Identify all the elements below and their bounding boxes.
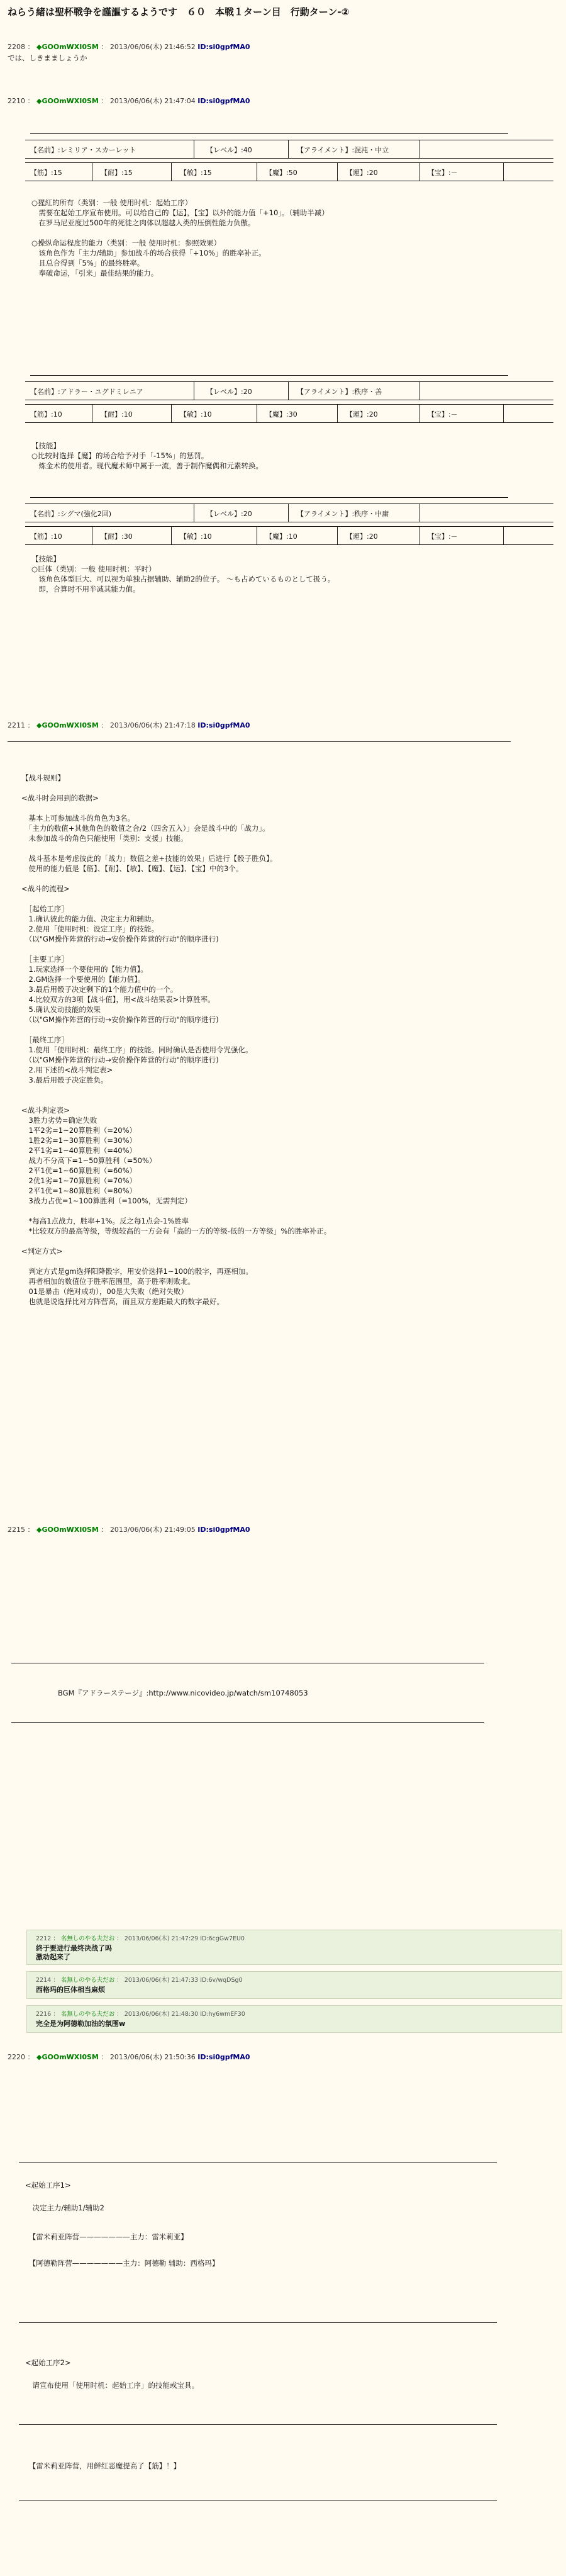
rule-line: 3.最后用骰子决定剩下的1个能力值中的一个。 xyxy=(21,985,178,994)
rule-line: <判定方式> xyxy=(21,1247,63,1256)
rule-line: 2平1优=1~60算胜利（=60%） xyxy=(21,1166,137,1175)
rule-line: 2.GM选择一个要使用的【能力值】。 xyxy=(21,975,145,984)
rule-line: ［起始工序］ xyxy=(21,904,69,913)
reply-name: 名無しのやる夫だお xyxy=(60,1977,115,1984)
post-date: 2013/06/06(木) 21:47:18 xyxy=(109,721,196,729)
reply-number[interactable]: 2212 xyxy=(36,1935,52,1942)
stat-mag: 【魔】:10 xyxy=(265,532,297,541)
stat-agi: 【敏】:15 xyxy=(180,169,212,177)
reply-date: 2013/06/06(木) 21:47:29 xyxy=(124,1935,199,1942)
poster-name: ◆GOOmWXI0SM xyxy=(36,43,99,51)
stat-np: 【宝】:－ xyxy=(428,410,458,419)
character-level: 【レベル】:20 xyxy=(206,510,252,518)
stat-end: 【耐】:10 xyxy=(101,410,133,419)
skill-line: 【技能】 xyxy=(31,441,60,450)
stat-agi: 【敏】:10 xyxy=(180,532,212,541)
character-stats-row xyxy=(25,404,553,423)
stat-end: 【耐】:15 xyxy=(101,169,133,177)
character-stats-row xyxy=(25,526,553,545)
reply-id[interactable]: ID:hy6wmEF30 xyxy=(200,2011,245,2018)
skill-line: 即，合算时不用半减其能力值。 xyxy=(31,585,140,593)
rule-line: <战斗判定表> xyxy=(21,1106,70,1115)
skill-line: 炼金术的使用者。现代魔术师中属于一流，善于制作魔偶和元素转换。 xyxy=(31,461,263,470)
stat-luck: 【運】:20 xyxy=(346,169,378,177)
rule-line: *比较双方的最高等级，等级较高的一方会有「高的一方的等级-低的一方等级」%的胜率补正。 xyxy=(21,1227,331,1235)
character-stats-row xyxy=(25,162,553,181)
rule-line: ［最终工序］ xyxy=(21,1035,69,1044)
stat-str: 【筋】:10 xyxy=(30,532,62,541)
reply-header: 2212 ： 名無しのやる夫だお ： 2013/06/06(木) 21:47:29 ID:6cgGw7EU0 xyxy=(36,1935,245,1942)
rule-line: 1.玩家选择一个要使用的【能力值】。 xyxy=(21,965,148,974)
rule-line xyxy=(21,843,562,853)
post-header: 2208 ： ◆GOOmWXI0SM ： 2013/06/06(木) 21:46:52 ID:si0gpfMA0 xyxy=(8,43,250,51)
reply-header: 2214 ： 名無しのやる夫だお ： 2013/06/06(木) 21:47:33 ID:6v/wqDSg0 xyxy=(36,1977,243,1984)
post-body: では、しきまましょうか xyxy=(8,53,87,62)
reply-header: 2216 ： 名無しのやる夫だお ： 2013/06/06(木) 21:48:30 ID:hy6wmEF30 xyxy=(36,2011,245,2018)
rule-line: 使用的能力值是【筋】、【耐】、【敏】、【魔】、【运】、【宝】中的3个。 xyxy=(21,864,243,873)
phase-heading: <起始工序1> xyxy=(25,2181,71,2190)
post-number[interactable]: 2210 xyxy=(8,97,25,105)
reply-post xyxy=(26,2005,562,2033)
battle-rules xyxy=(21,773,562,1307)
rule-line xyxy=(21,803,562,813)
rule-line: 「主力的数值+其他角色的数值之合/2（四舍五入）」会是战斗中的「战力」。 xyxy=(21,824,270,833)
post-header: 2210 ： ◆GOOmWXI0SM ： 2013/06/06(木) 21:47:04 ID:si0gpfMA0 xyxy=(8,97,250,105)
reply-number[interactable]: 2216 xyxy=(36,2011,52,2018)
post-header: 2220 ： ◆GOOmWXI0SM ： 2013/06/06(木) 21:50:36 ID:si0gpfMA0 xyxy=(8,2053,250,2061)
divider xyxy=(19,2322,497,2323)
rule-line: 未参加战斗的角色只能使用「类别：支援」技能。 xyxy=(21,834,188,843)
poster-id[interactable]: ID:si0gpfMA0 xyxy=(197,97,250,105)
stat-str: 【筋】:15 xyxy=(30,169,62,177)
post-number[interactable]: 2211 xyxy=(8,721,25,729)
rule-line: 1平2劣=1~20算胜利（=20%） xyxy=(21,1126,137,1135)
poster-name: ◆GOOmWXI0SM xyxy=(36,1526,99,1534)
rule-line: <战斗的流程> xyxy=(21,884,70,893)
rule-line xyxy=(21,1236,562,1246)
post-header: 2215 ： ◆GOOmWXI0SM ： 2013/06/06(木) 21:49:05 ID:si0gpfMA0 xyxy=(8,1526,250,1534)
character-level: 【レベル】:40 xyxy=(206,146,252,154)
rule-line: 2优1劣=1~70算胜利（=70%） xyxy=(21,1176,137,1185)
rule-line: 基本上可参加战斗的角色为3名。 xyxy=(21,814,135,823)
rule-line: 战力不分高下=1~50算胜利（=50%） xyxy=(21,1156,157,1165)
post-number[interactable]: 2208 xyxy=(8,43,25,51)
reply-post xyxy=(26,1930,562,1965)
character-name: 【名前】:レミリア・スカーレット xyxy=(30,146,136,154)
skill-line: 【技能】 xyxy=(31,554,60,563)
phase-line: 请宣布使用「使用时机：起始工序」的技能或宝具。 xyxy=(25,2381,199,2390)
skill-line: ○巨体（类别：一般 使用时机：平时） xyxy=(31,565,156,573)
rule-line: *每高1点战力，胜率+1%。反之每1点会-1%胜率 xyxy=(21,1217,189,1225)
divider xyxy=(30,375,508,376)
rule-line: 3战力占优=1~100算胜利（=100%，无需判定） xyxy=(21,1196,192,1205)
stat-agi: 【敏】:10 xyxy=(180,410,212,419)
rule-line xyxy=(21,783,562,793)
stat-mag: 【魔】:50 xyxy=(265,169,297,177)
rule-line xyxy=(21,1085,562,1095)
stat-mag: 【魔】:30 xyxy=(265,410,297,419)
poster-name: ◆GOOmWXI0SM xyxy=(36,721,99,729)
phase-line: 【雷米莉亚阵营———————主力：雷米莉亚】 xyxy=(25,2232,188,2241)
rule-line: 3胜力劣势=确定失败 xyxy=(21,1116,97,1125)
rule-line: 也就是说选择比对方阵营高，而且双方差距最大的数字最好。 xyxy=(21,1297,224,1306)
poster-id[interactable]: ID:si0gpfMA0 xyxy=(197,721,250,729)
post-date: 2013/06/06(木) 21:50:36 xyxy=(109,2053,196,2061)
reply-id[interactable]: ID:6v/wqDSg0 xyxy=(200,1977,243,1984)
skill-line: ○比较时选择【魔】的场合给予对手「-15%」的惩罚。 xyxy=(31,451,209,460)
reply-post xyxy=(26,1971,562,1999)
rule-line: 1胜2劣=1~30算胜利（=30%） xyxy=(21,1136,137,1145)
stat-end: 【耐】:30 xyxy=(101,532,133,541)
rule-line: 判定方式是gm选择阳降骰字，用安价选择1~100的骰字，再逐相加。 xyxy=(21,1267,253,1276)
reply-date: 2013/06/06(木) 21:47:33 xyxy=(124,1977,199,1984)
reply-body: 終于要进行最终决战了吗 xyxy=(36,1944,112,1952)
post-date: 2013/06/06(木) 21:46:52 xyxy=(109,43,196,51)
rule-line: 【战斗规则】 xyxy=(21,773,65,782)
poster-id[interactable]: ID:si0gpfMA0 xyxy=(197,2053,250,2061)
divider xyxy=(19,2424,497,2425)
rule-line: 战斗基本是考虑彼此的「战力」数值之差+技能的效果」后进行【骰子胜负】。 xyxy=(21,854,277,863)
phase-line: 【雷米莉亚阵营，用鲜红恶魔提高了【筋】！】 xyxy=(25,2461,181,2470)
post-date: 2013/06/06(木) 21:47:04 xyxy=(109,97,196,105)
rule-line: 1.使用「使用时机：最终工序」的技能。同时确认是否使用令咒强化。 xyxy=(21,1045,253,1054)
rule-line: 4.比较双方的3项【战斗值】，用<战斗结果表>计算胜率。 xyxy=(21,995,215,1004)
poster-name: ◆GOOmWXI0SM xyxy=(36,97,99,105)
skill-line: ○猩紅的所有（类别：一般 使用时机：起始工序） xyxy=(31,198,192,207)
post-header: 2211 ： ◆GOOmWXI0SM ： 2013/06/06(木) 21:47:18 ID:si0gpfMA0 xyxy=(8,721,250,729)
character-header-row xyxy=(25,140,553,159)
rule-line: （以"GM操作阵营的行动→安价操作阵营的行动"的顺序进行) xyxy=(21,1055,219,1064)
thread-title: ねらう緒は聖杯戦争を謹謳するようです ６０ 本戦１ターン目 行動ターン-② xyxy=(8,6,350,18)
reply-id[interactable]: ID:6cgGw7EU0 xyxy=(200,1935,245,1942)
post-number[interactable]: 2220 xyxy=(8,2053,25,2061)
reply-body: 激动起来了 xyxy=(36,1953,70,1961)
rule-line xyxy=(21,874,562,884)
rule-line: 再者相加的数值位于胜率范围里，高于胜率则败北。 xyxy=(21,1277,195,1286)
rule-line: 01是暴击（绝对成功），00是大失败（绝对失败） xyxy=(21,1287,189,1296)
stat-luck: 【運】:20 xyxy=(346,532,378,541)
character-alignment: 【アライメント】:秩序・中庸 xyxy=(297,510,389,518)
character-header-row xyxy=(25,381,553,400)
skill-line: 奉破命运，「引来」最佳结果的能力。 xyxy=(31,269,158,278)
skill-line: 该角色作为「主力/辅助」参加战斗的场合获得「+10%」的胜率补正。 xyxy=(31,249,266,257)
reply-body: 完全是为阿德勒加油的氛围w xyxy=(36,2020,126,2028)
skill-line: 需要在起始工序宣布使用。可以给自己的【运】，【宝】以外的能力值「+10」。（辅助半减） xyxy=(31,208,329,217)
poster-id[interactable]: ID:si0gpfMA0 xyxy=(197,43,250,51)
reply-name: 名無しのやる夫だお xyxy=(60,1935,115,1942)
stat-np: 【宝】:－ xyxy=(428,169,458,177)
character-name: 【名前】:アドラー・ユグドミレニア xyxy=(30,388,143,396)
character-level: 【レベル】:20 xyxy=(206,388,252,396)
stat-luck: 【運】:20 xyxy=(346,410,378,419)
divider xyxy=(8,741,511,742)
divider xyxy=(11,1722,484,1723)
poster-id[interactable]: ID:si0gpfMA0 xyxy=(197,1526,250,1534)
skill-line: 在罗马尼亚度过500年的死徒之肉体以超越人类的压倒性能力负傲。 xyxy=(31,218,255,227)
rule-line: ［主要工序］ xyxy=(21,955,69,964)
rule-line: 3.最后用骰子决定胜负。 xyxy=(21,1076,108,1084)
character-alignment: 【アライメント】:秩序・善 xyxy=(297,388,382,396)
rule-line: 2平1劣=1~40算胜利（=40%） xyxy=(21,1146,137,1155)
post-number[interactable]: 2215 xyxy=(8,1526,25,1534)
rule-line xyxy=(21,1206,562,1216)
phase-heading: <起始工序2> xyxy=(25,2358,71,2367)
character-alignment: 【アライメント】:混沌・中立 xyxy=(297,146,389,154)
skill-line: 且总合得到「5%」的最终胜率。 xyxy=(31,259,145,267)
rule-line: 2.用下述的<战斗判定表> xyxy=(21,1066,113,1074)
rule-line xyxy=(21,894,562,904)
poster-name: ◆GOOmWXI0SM xyxy=(36,2053,99,2061)
phase-line: 决定主力/辅助1/辅助2 xyxy=(25,2203,104,2212)
phase-line: 【阿德勒阵营———————主力：阿德勒 辅助：西格玛】 xyxy=(25,2259,219,2268)
reply-name: 名無しのやる夫だお xyxy=(60,2011,115,2018)
rule-line: <战斗时会用到的数据> xyxy=(21,794,99,802)
reply-body: 西格玛的巨体相当麻烦 xyxy=(36,1986,105,1994)
skill-line: ○操纵命运程度的能力（类别：一般 使用时机：参照效果） xyxy=(31,239,221,247)
bgm-link[interactable]: BGM『アドラーステージ』:http://www.nicovideo.jp/watch/sm10748053 xyxy=(58,1689,308,1697)
rule-line: 2.使用「使用时机：设定工序」的技能。 xyxy=(21,925,158,933)
stat-str: 【筋】:10 xyxy=(30,410,62,419)
reply-date: 2013/06/06(木) 21:48:30 xyxy=(124,2011,199,2018)
reply-number[interactable]: 2214 xyxy=(36,1977,52,1984)
character-name: 【名前】:シグマ(強化2回) xyxy=(30,510,112,518)
rule-line: 1.确认彼此的能力值、决定主力和辅助。 xyxy=(21,914,158,923)
skill-line: 该角色体型巨大、可以视为单独占据辅助、辅助2的位子。 〜も占めているものとして扱う。 xyxy=(31,575,335,583)
character-header-row xyxy=(25,503,553,522)
rule-line xyxy=(21,1095,562,1105)
rule-line xyxy=(21,1025,562,1035)
rule-line xyxy=(21,944,562,954)
post-date: 2013/06/06(木) 21:49:05 xyxy=(109,1526,196,1534)
stat-np: 【宝】:－ xyxy=(428,532,458,541)
rule-line: 5.确认发动技能的效果 xyxy=(21,1005,101,1014)
divider xyxy=(30,497,508,498)
rule-line: （以"GM操作阵营的行动→安价操作阵营的行动"的顺序进行) xyxy=(21,935,219,943)
rule-line: 2平1优=1~80算胜利（=80%） xyxy=(21,1186,137,1195)
divider xyxy=(30,133,508,134)
rule-line: （以"GM操作阵营的行动→安价操作阵营的行动"的顺序进行) xyxy=(21,1015,219,1024)
rule-line xyxy=(21,1256,562,1266)
